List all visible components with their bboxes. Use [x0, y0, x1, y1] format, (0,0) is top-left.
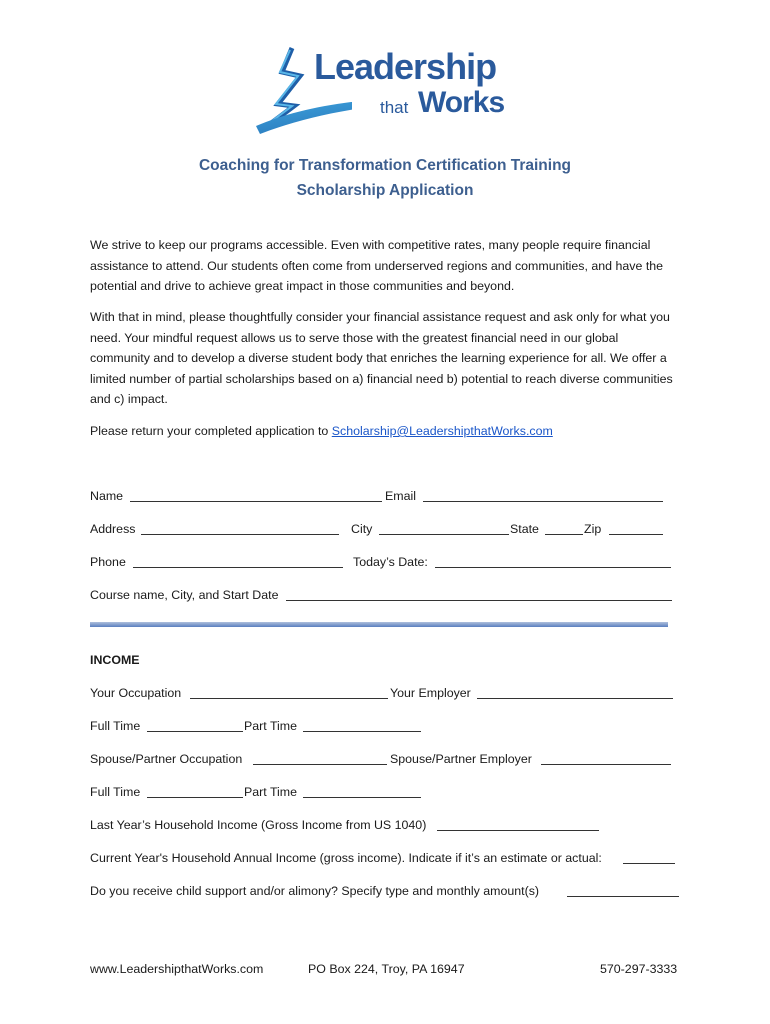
todays-date-field[interactable] — [435, 557, 671, 568]
spouse-part-time-label: Part Time — [244, 785, 298, 799]
spouse-full-time-field[interactable] — [147, 787, 243, 798]
scholarship-email-link[interactable]: Scholarship@LeadershipthatWorks.com — [331, 424, 553, 438]
course-label: Course name, City, and Start Date — [90, 588, 279, 602]
todays-date-label: Today’s Date: — [353, 555, 428, 569]
logo-word-leadership: Leadership — [314, 46, 497, 87]
occupation-label: Your Occupation — [90, 686, 182, 700]
zip-field[interactable] — [609, 524, 663, 535]
part-time-label: Part Time — [244, 719, 298, 733]
child-support-field[interactable] — [567, 886, 679, 897]
course-field[interactable] — [286, 590, 672, 601]
footer-phone: 570-297-3333 — [600, 962, 678, 976]
page-subtitle: Scholarship Application — [296, 182, 474, 199]
employer-label: Your Employer — [390, 686, 471, 700]
last-year-income-label: Last Year’s Household Income (Gross Income from US 1040) — [90, 818, 427, 832]
spouse-occupation-field[interactable] — [253, 754, 387, 765]
full-time-label: Full Time — [90, 719, 141, 733]
leadership-that-works-logo — [252, 42, 524, 142]
footer-address: PO Box 224, Troy, PA 16947 — [308, 962, 465, 976]
phone-label: Phone — [90, 555, 126, 569]
child-support-label: Do you receive child support and/or alimony? Specify type and monthly amount(s) — [90, 884, 540, 898]
phone-field[interactable] — [133, 557, 343, 568]
city-label: City — [351, 522, 373, 536]
spouse-full-time-label: Full Time — [90, 785, 141, 799]
spouse-part-time-field[interactable] — [303, 787, 421, 798]
logo-word-works: Works — [418, 86, 505, 119]
return-instructions — [90, 421, 680, 442]
spouse-employer-field[interactable] — [541, 754, 671, 765]
intro-paragraph-2: With that in mind, please thoughtfully consider your financial assistance request and ask only for what you need. Your mindful request allows us to serve those with the greatest financial need in our global community and to develop a diverse student body that enriches the learning experience for all. We offer a limited number of partial scholarships based on a) financial need b) potential to reach diverse communities and c) impact. — [90, 310, 673, 406]
return-text: Please return your completed application to — [90, 424, 332, 438]
part-time-field[interactable] — [303, 721, 421, 732]
state-field[interactable] — [545, 524, 583, 535]
spouse-employer-label: Spouse/Partner Employer — [390, 752, 532, 766]
logo-word-that: that — [380, 98, 409, 117]
city-field[interactable] — [379, 524, 509, 535]
intro-paragraph-1: We strive to keep our programs accessible. Even with competitive rates, many people require financial assistance to attend. Our students often come from underserved regions and communities, and have the potential and drive to achieve great impact in those communities and beyond. — [90, 238, 664, 293]
address-field[interactable] — [141, 524, 339, 535]
footer-website: www.LeadershipthatWorks.com — [90, 962, 264, 976]
email-field[interactable] — [423, 491, 663, 502]
current-year-income-label: Current Year's Household Annual Income (gross income). Indicate if it’s an estimate or actual: — [90, 851, 602, 865]
section-divider — [90, 622, 668, 627]
page-title: Coaching for Transformation Certification Training — [198, 157, 572, 174]
full-time-field[interactable] — [147, 721, 243, 732]
spouse-occupation-label: Spouse/Partner Occupation — [90, 752, 243, 766]
address-label: Address — [90, 522, 136, 536]
current-year-income-field[interactable] — [623, 853, 675, 864]
last-year-income-field[interactable] — [437, 820, 599, 831]
state-label: State — [510, 522, 539, 536]
name-field[interactable] — [130, 491, 382, 502]
income-heading: INCOME — [90, 653, 140, 667]
name-label: Name — [90, 489, 124, 503]
email-label: Email — [385, 489, 416, 503]
occupation-field[interactable] — [190, 688, 388, 699]
employer-field[interactable] — [477, 688, 673, 699]
zip-label: Zip — [584, 522, 602, 536]
